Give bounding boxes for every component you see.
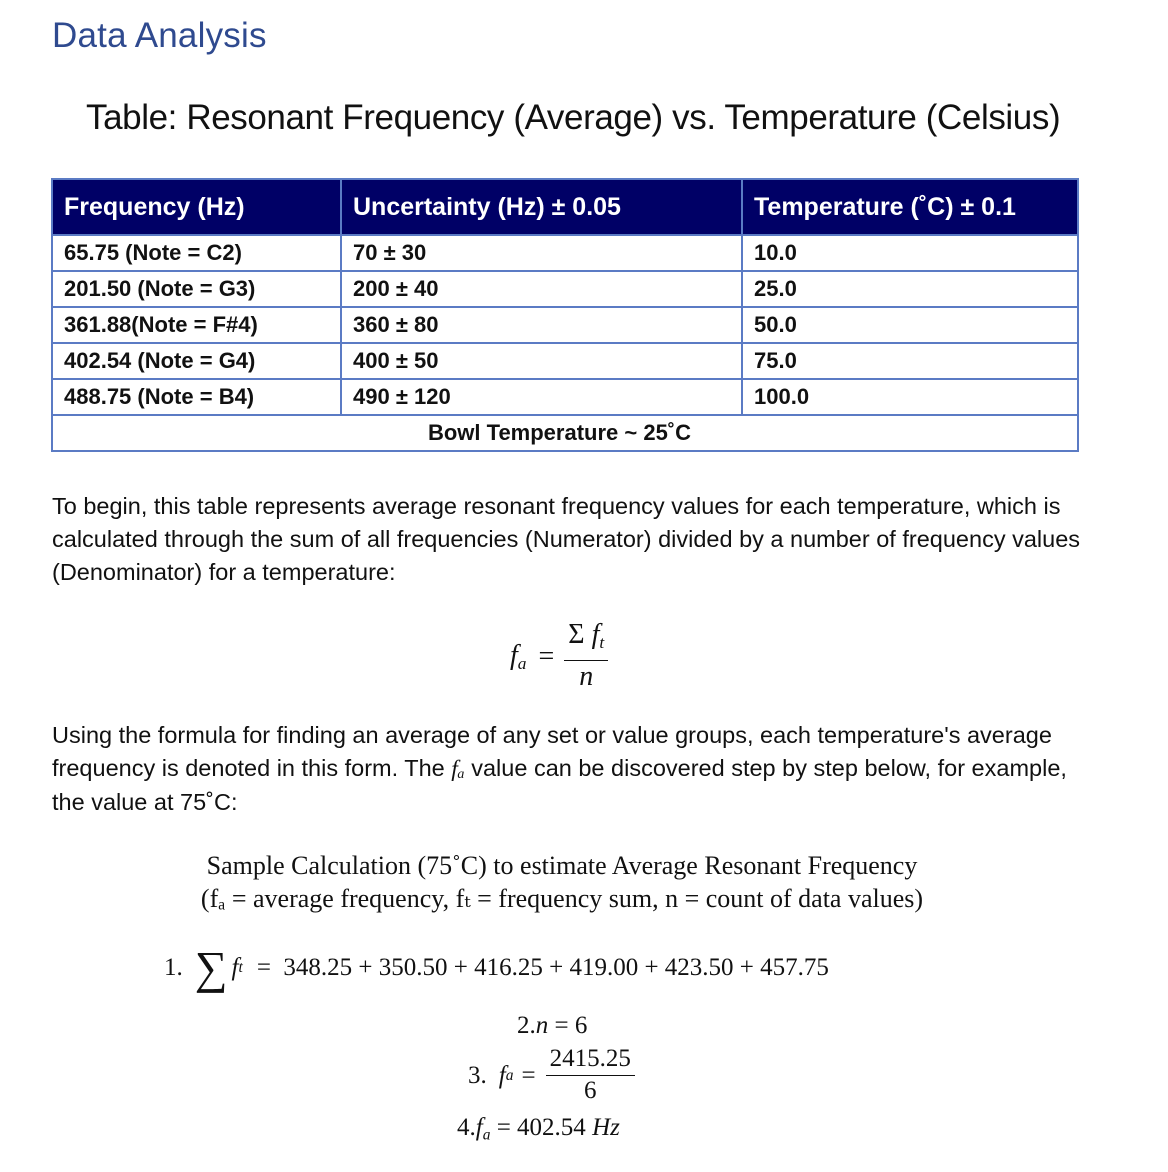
- table-title: Table: Resonant Frequency (Average) vs. Temperature (Celsius): [86, 98, 1061, 137]
- step-4-var: f: [475, 1114, 483, 1141]
- cell-temperature: 75.0: [742, 343, 1078, 379]
- formula-lhs: [510, 640, 526, 674]
- formula-num-var: f: [591, 619, 600, 650]
- step-3-equals: =: [521, 1061, 536, 1089]
- header-uncertainty: Uncertainty (Hz) ± 0.05: [341, 179, 742, 235]
- step-4-value: = 402.54: [490, 1114, 593, 1141]
- step-2-expression: = 6: [548, 1012, 588, 1039]
- step-4-result: [457, 1114, 620, 1145]
- table-row: [52, 271, 1078, 307]
- table-header-row: [52, 179, 1078, 235]
- section-heading: Data Analysis: [52, 16, 267, 55]
- table-footer-row: [52, 415, 1078, 451]
- step-1-label: 1.: [164, 954, 183, 981]
- formula-equals: =: [538, 640, 555, 672]
- cell-temperature: 100.0: [742, 379, 1078, 415]
- step-3-frac: [546, 1045, 635, 1106]
- step-4-sub: a: [482, 1126, 491, 1144]
- step-3-sub: a: [505, 1066, 514, 1084]
- cell-uncertainty: 360 ± 80: [341, 307, 742, 343]
- cell-uncertainty: 200 ± 40: [341, 271, 742, 307]
- step-1-expression: = 348.25 + 350.50 + 416.25 + 419.00 + 423.50 + 457.75: [256, 954, 829, 981]
- summation-icon: ∑: [194, 942, 228, 993]
- sigma-icon: Σ: [568, 619, 585, 650]
- table-row: [52, 379, 1078, 415]
- step-4-unit: Hz: [592, 1114, 620, 1141]
- usage-text-before: Using the formula for finding an average of any set or value groups, each temperature's average frequency is denoted in this form. The: [52, 722, 1052, 781]
- step-3-denominator: 6: [583, 1077, 597, 1104]
- frequency-table: [51, 178, 1079, 452]
- step-1-sub: t: [238, 959, 243, 976]
- step-1-sum: [164, 942, 829, 993]
- step-1-var: f: [231, 954, 239, 981]
- formula-num-sub: t: [599, 633, 605, 653]
- header-temperature: Temperature (˚C) ± 0.1: [742, 179, 1078, 235]
- step-3-numerator: 2415.25: [546, 1045, 635, 1076]
- table-row: [52, 307, 1078, 343]
- cell-frequency: 488.75 (Note = B4): [52, 379, 341, 415]
- sample-calculation-legend: (fₐ = average frequency, fₜ = frequency sum, n = count of data values): [200, 884, 924, 913]
- cell-uncertainty: 400 ± 50: [341, 343, 742, 379]
- usage-symbol: fₐ: [451, 756, 465, 782]
- usage-text-after: value can be discovered step by step below, for example, the value at 75˚C:: [52, 755, 1067, 815]
- cell-temperature: 50.0: [742, 307, 1078, 343]
- step-2-count: [517, 1012, 587, 1040]
- formula-fraction: [564, 620, 608, 693]
- step-3-label: 3.: [468, 1061, 487, 1089]
- usage-paragraph: [52, 719, 1092, 819]
- intro-paragraph: To begin, this table represents average resonant frequency values for each temperature, which is calculated through the sum of all frequencies (Numerator) divided by a number of frequency values (Denominator) for a temperature:: [52, 493, 1081, 585]
- step-3-var: f: [498, 1061, 506, 1089]
- formula-lhs-var: f: [510, 639, 518, 671]
- cell-frequency: 201.50 (Note = G3): [52, 271, 341, 307]
- step-3-fraction: [468, 1045, 635, 1106]
- cell-frequency: 361.88(Note = F#4): [52, 307, 341, 343]
- table-row: [52, 235, 1078, 271]
- sample-calculation-title: Sample Calculation (75˚C) to estimate Average Resonant Frequency: [206, 851, 918, 880]
- cell-frequency: 65.75 (Note = C2): [52, 235, 341, 271]
- cell-temperature: 25.0: [742, 271, 1078, 307]
- cell-uncertainty: 490 ± 120: [341, 379, 742, 415]
- formula-denominator: n: [579, 661, 594, 693]
- formula-lhs-sub: a: [517, 653, 527, 673]
- average-formula: [510, 620, 608, 693]
- table-row: [52, 343, 1078, 379]
- cell-frequency: 402.54 (Note = G4): [52, 343, 341, 379]
- cell-temperature: 10.0: [742, 235, 1078, 271]
- step-2-label: 2.: [517, 1012, 536, 1039]
- step-4-label: 4.: [457, 1114, 476, 1141]
- step-2-var: n: [535, 1012, 549, 1039]
- formula-numerator: [564, 620, 608, 661]
- bowl-temperature-note: Bowl Temperature ~ 25˚C: [52, 415, 1078, 451]
- cell-uncertainty: 70 ± 30: [341, 235, 742, 271]
- header-frequency: Frequency (Hz): [52, 179, 341, 235]
